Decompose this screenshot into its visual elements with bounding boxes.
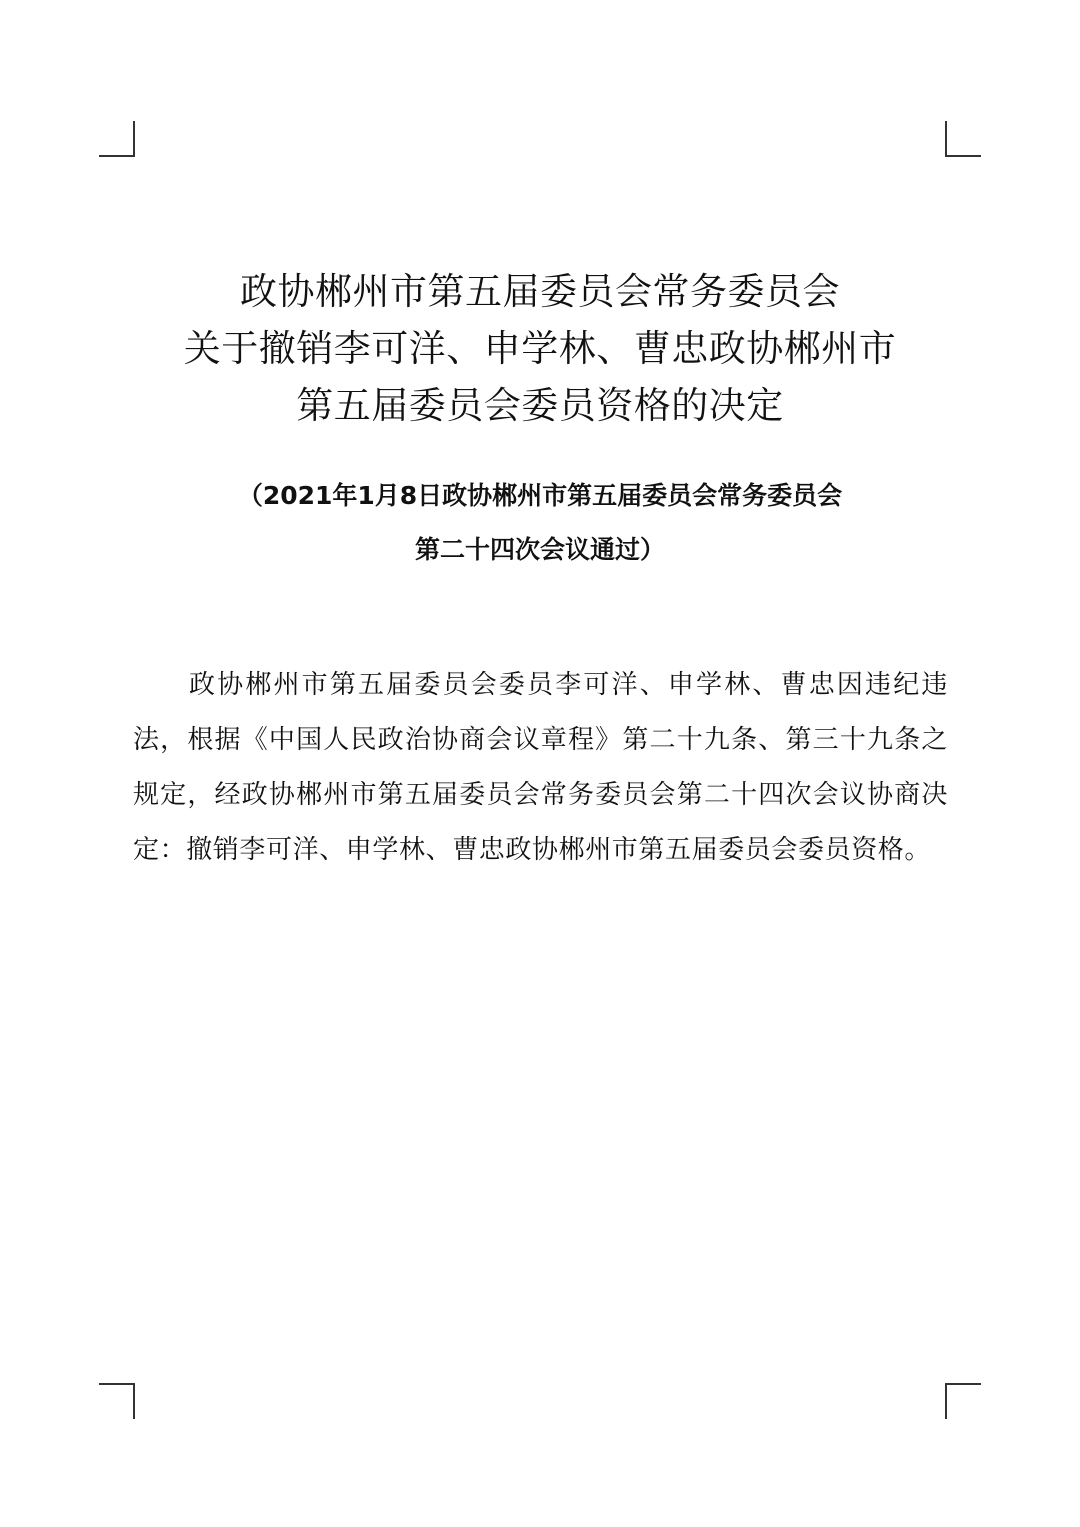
crop-mark-bottom-right	[945, 1383, 981, 1419]
document-title	[0, 263, 1080, 434]
title-line-1: 政协郴州市第五届委员会常务委员会	[240, 269, 840, 313]
title-line-2: 关于撤销李可洋、申学林、曹忠政协郴州市	[183, 326, 897, 370]
crop-mark-bottom-left	[99, 1383, 135, 1419]
subtitle-line-2: 第二十四次会议通过）	[414, 535, 665, 564]
title-line-3: 第五届委员会委员资格的决定	[296, 383, 784, 427]
subtitle-line-1: （2021年1月8日政协郴州市第五届委员会常务委员会	[237, 481, 843, 510]
crop-mark-top-left	[99, 121, 135, 157]
crop-mark-top-right	[945, 121, 981, 157]
document-subtitle	[0, 469, 1080, 577]
body-paragraph: 政协郴州市第五届委员会委员李可洋、申学林、曹忠因违纪违法，根据《中国人民政治协商会议章程》第二十九条、第三十九条之规定，经政协郴州市第五届委员会常务委员会第二十四次会议协商决定：撤销李可洋、申学林、曹忠政协郴州市第五届委员会委员资格。	[133, 670, 948, 865]
